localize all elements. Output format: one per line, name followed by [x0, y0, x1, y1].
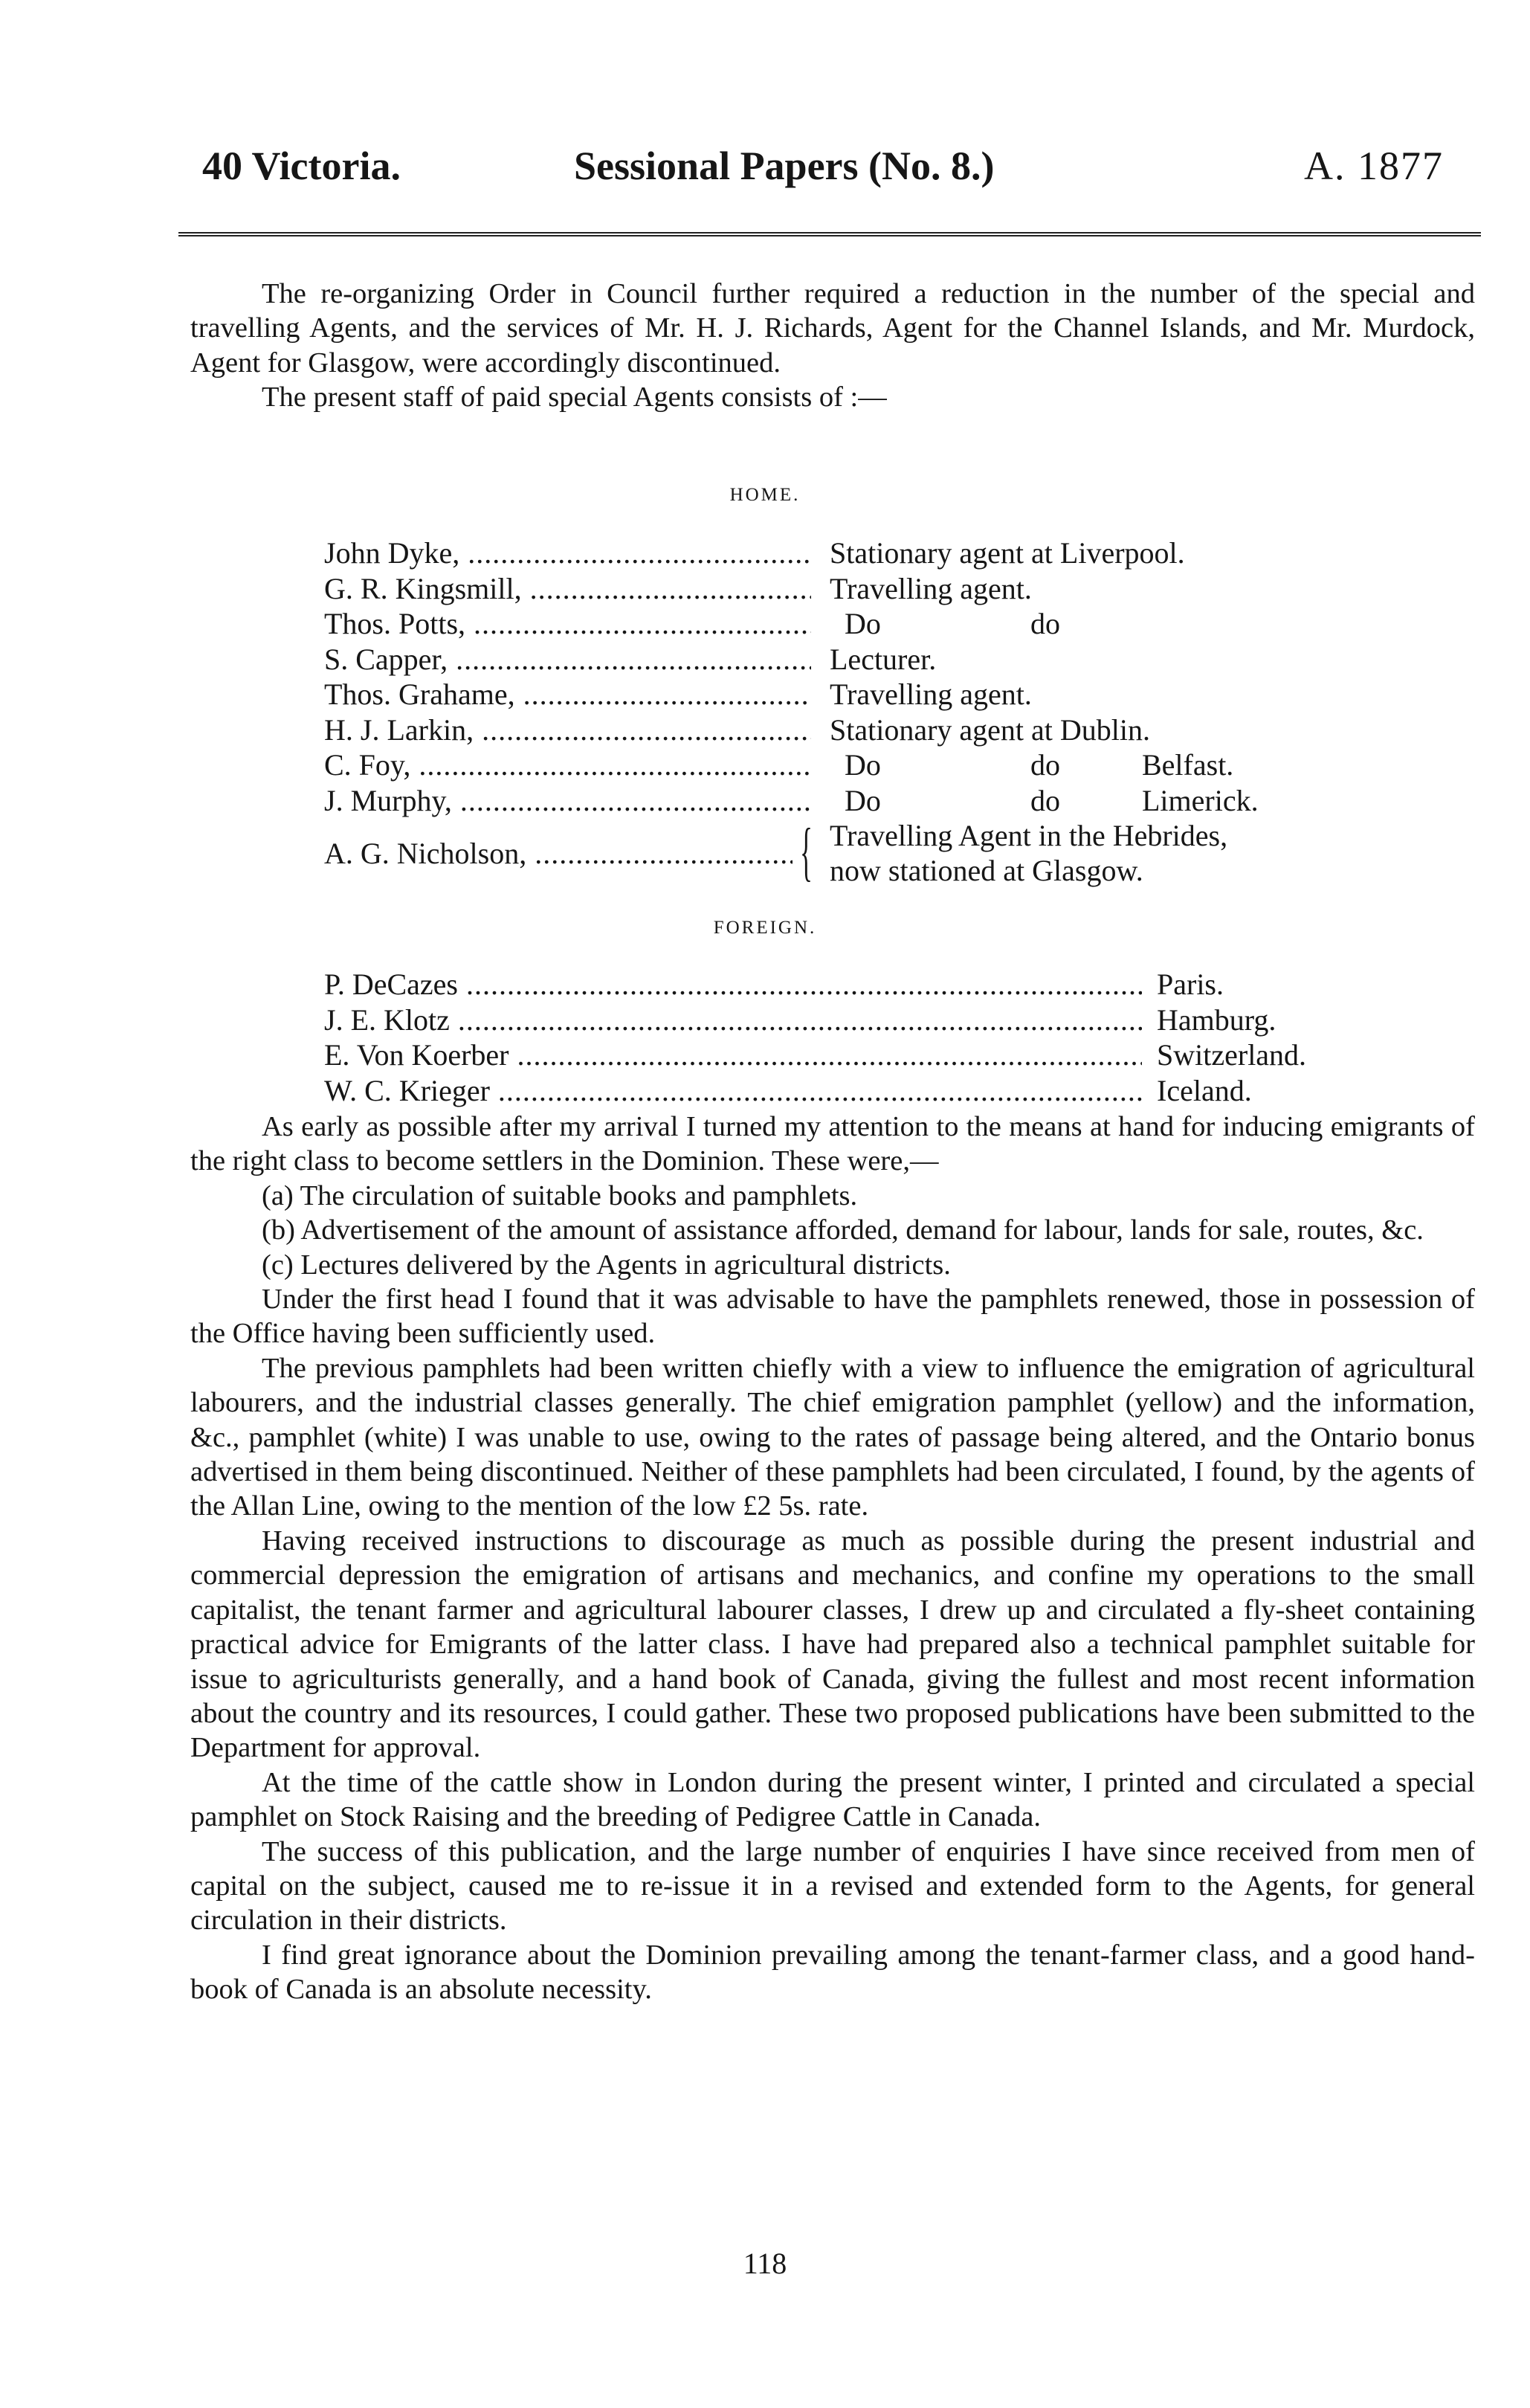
- agent-name: H. J. Larkin, .....: [324, 712, 811, 748]
- paragraph-instructions: Having received instructions to discourage as much as possible during the present industrial and commercial depression the emigration of artisans and mechanics, and confine my operations to the small capitalist, the tenant farmer and agricultural labourer classes, I drew up and circulated a fly-sheet containing practical advice for Emigrants of the latter class. I have had prepared also a technical pamphlet suitable for issue to agriculturists generally, and a hand book of Canada, giving the fullest and most recent information about the country and its resources, I could gather. These two proposed publications have been submitted to the Department for approval.: [190, 1525, 1475, 1764]
- agent-name: W. C. Krieger .....: [324, 1073, 1142, 1109]
- header-title: Sessional Papers (No. 8.): [574, 144, 995, 188]
- agent-name: Thos. Grahame, .....: [324, 677, 811, 712]
- paragraph-reorganizing: The re-organizing Order in Council further required a reduction in the number of the special and travelling Agents, and the services of Mr. H. J. Richards, Agent for the Channel Islands, and Mr. Murdock, Agent for Glasgow, were accordingly discontinued.: [190, 278, 1475, 379]
- agent-role-line2: now stationed at Glasgow.: [830, 854, 1143, 887]
- agent-role: Lecturer.: [830, 642, 937, 676]
- agent-place: Switzerland.: [1157, 1038, 1307, 1072]
- agent-place: Iceland.: [1157, 1073, 1252, 1107]
- brace-glyph: {: [800, 816, 813, 888]
- agent-role: Stationary agent at Dublin.: [830, 712, 1151, 747]
- list-item: [324, 606, 1365, 642]
- paragraph-item-c: (c) Lectures delivered by the Agents in agricultural districts.: [262, 1249, 951, 1281]
- ditto-2: do: [1030, 748, 1060, 782]
- agent-place: Hamburg.: [1157, 1002, 1276, 1037]
- agent-place: Paris.: [1157, 968, 1224, 1001]
- page-number: 118: [743, 2247, 787, 2280]
- agent-name: C. Foy, .....: [324, 747, 811, 783]
- agent-role-ditto: [845, 783, 1259, 819]
- agent-name: G. R. Kingsmill, .....: [324, 571, 811, 607]
- paragraph-success: The success of this publication, and the large number of enquiries I have since received from men of capital on the subject, caused me to re-issue it in a revised and extended form to the Agents, for general circulation in their districts.: [190, 1835, 1475, 1937]
- foreign-heading: FOREIGN.: [713, 918, 817, 938]
- list-item: [324, 535, 1365, 571]
- list-item: [324, 642, 1365, 677]
- paragraph-ignorance: I find great ignorance about the Dominion prevailing among the tenant-farmer class, and a good hand-book of Canada is an absolute necessity.: [190, 1939, 1475, 2006]
- body-text: [190, 1110, 1475, 2007]
- paragraph-present-staff: The present staff of paid special Agents consists of :—: [262, 382, 887, 413]
- header-rule: [178, 231, 1481, 238]
- agent-city: Belfast.: [1142, 748, 1234, 782]
- agent-role-ditto: [845, 747, 1234, 783]
- ditto-2: do: [1030, 607, 1060, 640]
- intro-text: [190, 277, 1475, 415]
- foreign-agents-list: [324, 967, 1365, 1108]
- ditto-1: Do: [845, 748, 881, 782]
- agent-city: Limerick.: [1142, 783, 1259, 817]
- agent-name: P. DeCazes .....: [324, 967, 1142, 1002]
- agent-name: E. Von Koerber .....: [324, 1037, 1142, 1073]
- agent-role: Stationary agent at Liverpool.: [830, 536, 1185, 570]
- list-item: [324, 571, 1365, 607]
- agent-name: John Dyke, .....: [324, 535, 811, 571]
- header-year: A. 1877: [1304, 144, 1444, 188]
- agent-role-line1: Travelling Agent in the Hebrides,: [830, 819, 1228, 852]
- list-item: [324, 712, 1365, 748]
- agent-role: Travelling agent.: [830, 571, 1032, 605]
- agent-name: A. G. Nicholson, .....: [324, 836, 793, 872]
- header-session: 40 Victoria.: [202, 144, 401, 188]
- ditto-1: Do: [845, 607, 881, 640]
- list-item: [324, 1002, 1365, 1038]
- list-item: [324, 677, 1365, 712]
- paragraph-cattle-show: At the time of the cattle show in London during the present winter, I printed and circulated a special pamphlet on Stock Raising and the breeding of Pedigree Cattle in Canada.: [190, 1766, 1475, 1833]
- agent-role: Travelling agent.: [830, 677, 1032, 711]
- agent-name: Thos. Potts, .....: [324, 606, 811, 642]
- ditto-1: Do: [845, 783, 881, 817]
- paragraph-previous-pamphlets: The previous pamphlets had been written chiefly with a view to influence the emigration of agricultural labourers, and the industrial classes generally. The chief emigration pamphlet (yellow) and the information, &c., pamphlet (white) I was unable to use, owing to the rates of passage being altered, and the Ontario bonus advertised in them being discontinued. Neither of these pamphlets had been circulated, I found, by the agents of the Allan Line, owing to the mention of the low £2 5s. rate.: [190, 1352, 1475, 1522]
- ditto-2: do: [1030, 783, 1060, 817]
- agent-name: J. E. Klotz .....: [324, 1002, 1142, 1038]
- agent-name: S. Capper, .....: [324, 642, 811, 677]
- paragraph-item-b: (b) Advertisement of the amount of assistance afforded, demand for labour, lands for sale, routes, &c.: [262, 1214, 1424, 1246]
- paragraph-early-arrival: As early as possible after my arrival I turned my attention to the means at hand for inducing emigrants of the right class to become settlers in the Dominion. These were,—: [190, 1111, 1475, 1177]
- list-item: [324, 1073, 1365, 1109]
- list-item: [324, 818, 1365, 889]
- paragraph-first-head: Under the first head I found that it was advisable to have the pamphlets renewed, those in possession of the Office having been sufficiently used.: [190, 1284, 1475, 1350]
- home-agents-list: [324, 535, 1365, 889]
- home-heading: HOME.: [729, 485, 801, 505]
- paragraph-item-a: (a) The circulation of suitable books and pamphlets.: [262, 1179, 858, 1211]
- list-item: [324, 747, 1365, 783]
- list-item: [324, 783, 1365, 819]
- agent-role-ditto: [845, 606, 1060, 642]
- list-item: [324, 967, 1365, 1002]
- agent-name: J. Murphy, .....: [324, 783, 811, 819]
- list-item: [324, 1037, 1365, 1073]
